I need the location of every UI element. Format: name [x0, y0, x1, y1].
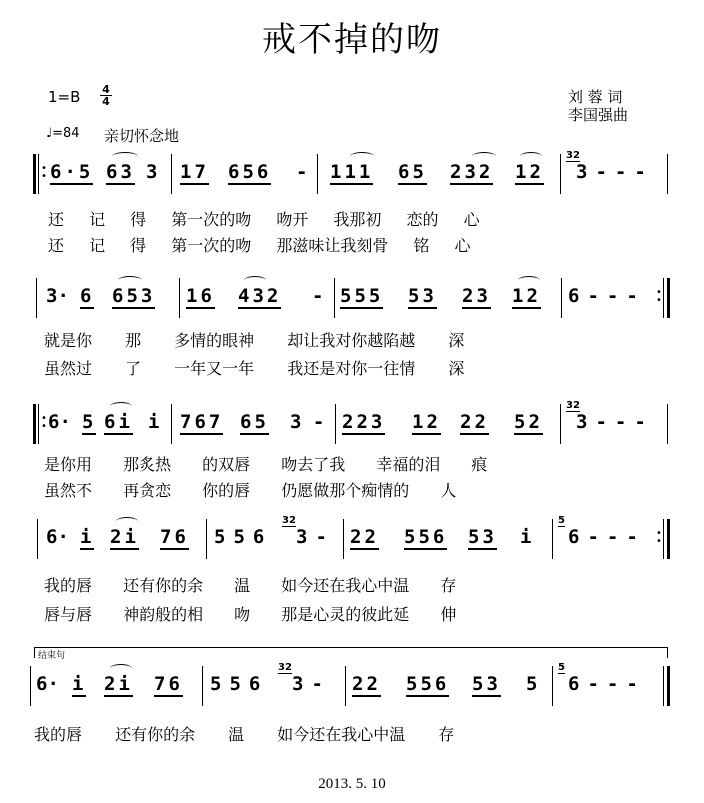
barline — [663, 519, 664, 559]
barline — [335, 404, 336, 444]
notes-measure-5: 6 — [80, 285, 95, 307]
barline — [202, 666, 203, 706]
music-system-2 — [0, 278, 704, 318]
note: 6· — [36, 673, 59, 695]
grace-notes: 32 — [282, 515, 296, 526]
key-signature: 1=B — [48, 88, 81, 106]
composer: 李国强曲 — [568, 106, 629, 124]
notes-measure-13b: 2i — [110, 526, 139, 548]
dash: - — [312, 285, 324, 307]
note: 6· — [46, 526, 69, 548]
repeat-dots: • • — [656, 528, 662, 547]
ending-label: 结束句 — [38, 651, 66, 661]
note: 3· — [46, 285, 69, 307]
barline — [171, 404, 172, 444]
time-signature: 4 4 — [100, 84, 112, 107]
barline — [38, 404, 39, 444]
notes-measure-15b: 556 — [404, 526, 448, 548]
notes-system-3: 6· 5 6 i i | 7 67 65 3 - | 2 23 1 2 2 2 5 2 | 3 - - - — [47, 795, 71, 796]
lyricist: 刘 蓉 词 — [568, 88, 623, 106]
note: 3 - — [290, 411, 325, 433]
notes-measure-5b: 653 — [112, 285, 156, 307]
notes-measure-19c: 53 — [472, 673, 501, 695]
notes-measure-7d: 12 — [512, 285, 541, 307]
notes-measure-11d: 52 — [514, 411, 543, 433]
notes-measure-9: 5 — [82, 411, 97, 433]
notes-measure-12: 3--- — [576, 411, 654, 433]
grace-notes: 32 — [566, 150, 580, 161]
grace-notes: 5 — [558, 515, 565, 526]
notes-measure-1: 6·5 — [50, 161, 94, 183]
notes-measure-17: i — [72, 673, 87, 695]
note: 3- — [292, 673, 331, 695]
notes-measure-3c: 232 — [450, 161, 494, 183]
notes-measure-8: 6--- — [568, 285, 646, 307]
notes-system-1: 6·5 63 3 | 1 7 65 6 - | 1 1 1 6 5 23 2 1 2 | 3 - - - — [0, 795, 24, 796]
notes-measure-6b: 432 — [238, 285, 282, 307]
barline — [345, 666, 346, 706]
note: i — [520, 526, 532, 548]
notes-measure-15: 22 — [350, 526, 379, 548]
barline — [667, 404, 668, 444]
notes-measure-20: 6--- — [568, 673, 646, 695]
repeat-dots: • • — [41, 413, 47, 432]
note: 3 — [146, 161, 158, 183]
notes-text-store — [0, 795, 704, 803]
barline — [171, 154, 172, 194]
slur — [116, 517, 138, 526]
notes-measure-6: 16 — [186, 285, 215, 307]
slur — [350, 152, 374, 161]
slur — [520, 152, 542, 161]
notes-system-5: 6· i 2 i 7 6 | 5 5 6 3 - | 2 2 5 56 5 3 5 | 6 - - - — [92, 795, 115, 796]
notes-measure-3b: 65 — [398, 161, 427, 183]
slur — [110, 664, 132, 673]
slur — [118, 276, 142, 285]
notes-measure-3d: 12 — [515, 161, 544, 183]
notes-system-2: 3· 6 65 3 | 1 6 43 2 - | 5 5 5 5 3 2 3 1 2 | 6 - - - — [23, 795, 47, 796]
notes-measure-18: 556 — [210, 673, 269, 695]
date: 2013. 5. 10 — [318, 776, 386, 792]
notes-measure-2: 17 — [180, 161, 209, 183]
notes-measure-7c: 23 — [462, 285, 491, 307]
slur — [244, 276, 266, 285]
notes-measure-10b: 65 — [240, 411, 269, 433]
barline — [552, 666, 553, 706]
notes-measure-11: 223 — [342, 411, 386, 433]
barline — [334, 278, 335, 318]
grace-notes: 5 — [558, 662, 565, 673]
music-system-1 — [0, 150, 704, 194]
expression-mark: 亲切怀念地 — [104, 127, 180, 145]
music-system-4 — [0, 515, 704, 559]
notes-measure-17b: 2i — [104, 673, 133, 695]
notes-measure-7: 555 — [340, 285, 384, 307]
music-system-3 — [0, 400, 704, 444]
final-barline — [667, 666, 670, 706]
notes-measure-3: 111 — [330, 161, 374, 183]
notes-measure-15c: 53 — [468, 526, 497, 548]
ending-bracket — [34, 647, 668, 661]
barline — [36, 278, 37, 318]
barline — [667, 154, 668, 194]
notes-measure-4: 3--- — [576, 161, 654, 183]
slur — [472, 152, 496, 161]
notes-measure-16: 6--- — [568, 526, 646, 548]
notes-measure-19: 22 — [352, 673, 381, 695]
tempo-mark: ♩=84 — [46, 126, 80, 141]
notes-measure-13: i — [80, 526, 95, 548]
barline — [663, 278, 664, 318]
repeat-dots: • • — [41, 163, 47, 182]
dash: - — [296, 161, 308, 183]
barline — [560, 404, 561, 444]
slur — [110, 402, 132, 411]
barline — [206, 519, 207, 559]
credits — [568, 88, 628, 124]
note: i — [148, 411, 160, 433]
notes-measure-14: 556 — [214, 526, 273, 548]
notes-measure-11b: 12 — [412, 411, 441, 433]
slur — [112, 152, 138, 161]
score-page: 戒不掉的吻 1=B 4 4 ♩=84 亲切怀念地 刘 蓉 词 李国强曲 • • 6·5 63 3 17 656 - 111 65 232 12 32 3--- 还 记 得 第一次的吻 吻开 我那初 恋的 心 还 记 得 第一次的吻 那滋味让我刻骨 铭 心 3· 6 653 16 432 - 555 53 23 12 6--- • • 就是你 那 多情的眼神 却让我对你越陷越 深 虽然过 了 一年又一年 我还是对你一往情 深 • • 6· 5 6i i 767 65 3 - 223 12 22 52 32 3--- 是你用 那炙热 的双唇 吻去了我 幸福的泪 痕 虽然不 再贪恋 你的唇 仍愿做那个痴情的 人 6· i 2i 76 556 32 3- 22 556 53 i 5 6--- • • 我的唇 还有你的余 温 如今还在我心中温 存 唇与唇 神韵般的相 吻 那是心灵的彼此延 伸 结束句 6· i 2i 76 556 32 3- 22 556 53 5 5 6--- 我的唇 还有你的余 温 如今还在我心中温 存 2013. 5. 10 6·5 63 3 | 1 7 65 6 - | 1 1 1 6 5 23 2 1 2 | 3 - - - 3· 6 65 3 | 1 6 43 2 - | 5 5 5 5 3 2 3 1 2 | 6 - - - 6· 5 6 i i | 7 67 65 3 - | 2 23 1 2 2 2 5 2 | 3 - - - 6· i 2 i 7 6 | 5 5 6 3 - | 2 2 5 56 5 3 i | 6 - - - 6· i 2 i 7 6 | 5 5 6 3 - | 2 2 5 56 5 3 5 | 6 - - - — [0, 0, 704, 803]
notes-measure-9b: 6i — [104, 411, 133, 433]
barline — [343, 519, 344, 559]
barline — [38, 154, 39, 194]
notes-measure-1b: 63 — [106, 161, 135, 183]
notes-measure-19b: 556 — [406, 673, 450, 695]
music-system-5 — [0, 662, 704, 706]
song-title: 戒不掉的吻 — [262, 20, 442, 60]
notes-measure-10: 767 — [180, 411, 224, 433]
repeat-start-barline — [33, 154, 36, 194]
barline — [561, 278, 562, 318]
note: 3- — [296, 526, 335, 548]
notes-measure-17c: 76 — [154, 673, 183, 695]
note: 5 — [526, 673, 538, 695]
grace-notes: 32 — [566, 400, 580, 411]
barline — [560, 154, 561, 194]
barline — [663, 666, 664, 706]
repeat-dots: • • — [656, 287, 662, 306]
slur — [518, 276, 540, 285]
notes-measure-2b: 656 — [228, 161, 272, 183]
notes-measure-11c: 22 — [460, 411, 489, 433]
barline — [552, 519, 553, 559]
notes-system-4: 6· i 2 i 7 6 | 5 5 6 3 - | 2 2 5 56 5 3 i | 6 - - - — [70, 795, 93, 796]
grace-notes: 32 — [278, 662, 292, 673]
barline — [179, 278, 180, 318]
notes-measure-7b: 53 — [408, 285, 437, 307]
notes-measure-13c: 76 — [160, 526, 189, 548]
barline — [30, 666, 31, 706]
barline — [37, 519, 38, 559]
repeat-start-barline — [33, 404, 36, 444]
repeat-end-barline — [667, 519, 670, 559]
repeat-end-barline — [667, 278, 670, 318]
barline — [317, 154, 318, 194]
note: 6· — [48, 411, 71, 433]
